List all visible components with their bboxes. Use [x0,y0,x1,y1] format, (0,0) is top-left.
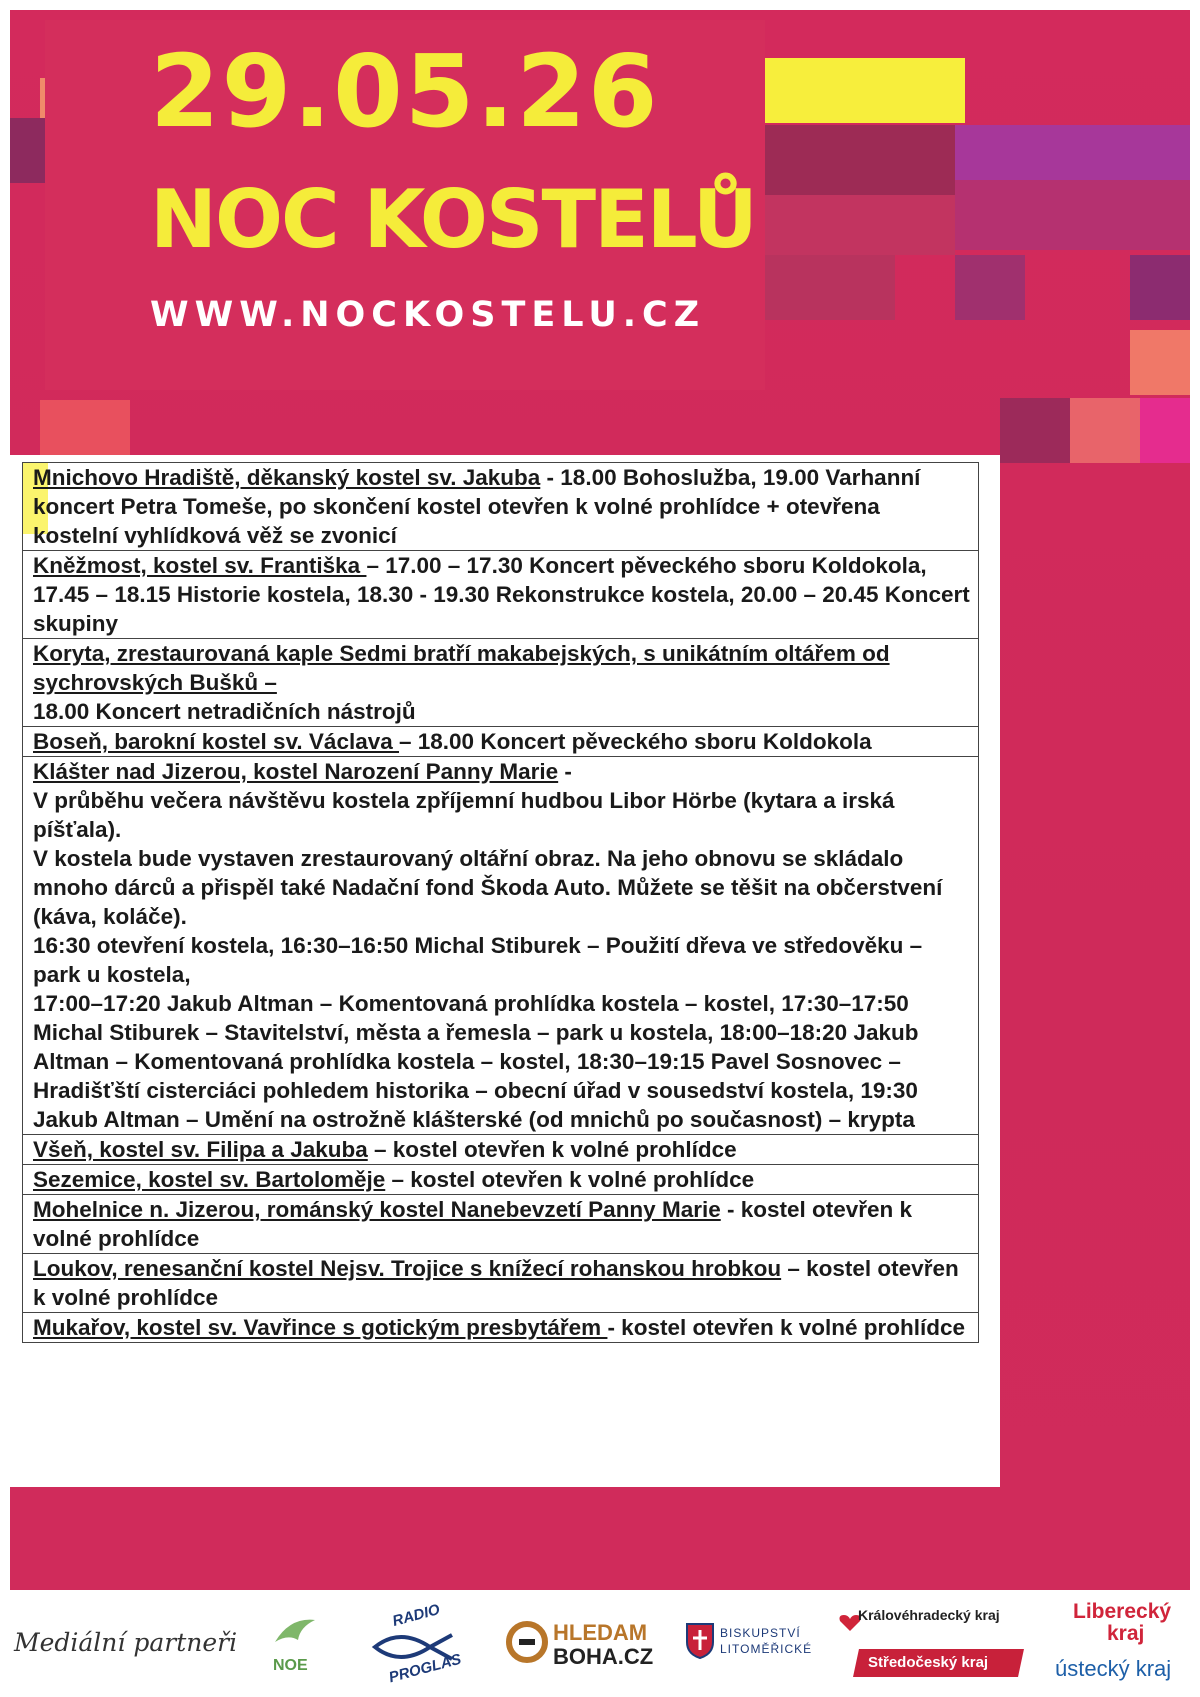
entry-place: Mnichovo Hradiště, děkanský kostel sv. Jakuba [33,465,541,490]
event-date: 29.05.26 [150,33,660,150]
entry-details: – kostel otevřen k volné prohlídce [33,1256,959,1310]
entry-details: – 18.00 Koncert pěveckého sboru Koldokola [399,729,872,754]
entry-place: Všeň, kostel sv. Filipa a Jakuba [33,1137,368,1162]
entry-details: - V průběhu večera návštěvu kostela zpříjemní hudbou Libor Hörbe (kytara a irská píšťala). V kostela bude vystaven zrestaurovaný oltářní obraz. Na jeho obnovu se skládalo mnoho dárců a přispěl také Nadační fond Škoda Auto. Můžete se těšit na občerstvení (káva, koláče). 16:30 otevření kostela, 16:30–16:50 Michal Stiburek – Použití dřeva ve středověku – park u kostela, 17:00–17:20 Jakub Altman – Komentovaná prohlídka kostela – kostel, 17:30–17:50 Michal Stiburek – Stavitelství, města a řemesla – park u kostela, 18:00–18:20 Jakub Altman – Komentovaná prohlídka kostela – kostel, 18:30–19:15 Pavel Sosnovec – Hradišťští cisterciáci pohledem historika – obecní úřad v sousedství kostela, 19:30 Jakub Altman – Umění na ostrožně klášterské (od mnichů po současnost) – krypta [33,759,943,1132]
deco-square [1070,398,1140,463]
proglas-label: PROGLAS [387,1650,464,1687]
entry-details: – kostel otevřen k volné prohlídce [385,1167,755,1192]
entry-place: Mukařov, kostel sv. Vavřince s gotickým presbytářem [33,1315,608,1340]
entry-details: - kostel otevřen k volné prohlídce [607,1315,966,1340]
deco-square [1130,330,1190,395]
stredocesky-label: Středočeský kraj [868,1654,989,1671]
program-entry [23,727,978,757]
litomerice-label: LITOMĚŘICKÉ [720,1642,813,1656]
deco-square [765,195,955,255]
radio-proglas-logo [370,1601,470,1687]
kralovehradecky-label: Královéhradecký kraj [858,1607,1000,1623]
program-entry [23,551,978,639]
partners-label: Mediální partneři [14,1628,238,1657]
deco-square [955,180,1190,250]
entry-place: Mohelnice n. Jizerou, románský kostel Nanebevzetí Panny Marie [33,1197,721,1222]
event-url[interactable]: WWW.NOCKOSTELU.CZ [150,295,706,335]
boha-label: BOHA.CZ [553,1644,654,1669]
hledam-label: HLEDAM [553,1620,648,1645]
region-logos [838,1605,1028,1685]
deco-square [765,58,965,123]
liberecky-logo [1055,1600,1195,1690]
entry-details: - 18.00 Bohoslužba, 19.00 Varhanní koncert Petra Tomeše, po skončení kostel otevřen k volné prohlídce + otevřena kostelní vyhlídková věž se zvonicí [33,465,921,548]
entry-details: – 17.00 – 17.30 Koncert pěveckého sboru Koldokola, 17.45 – 18.15 Historie kostela, 18.30 - 19.30 Rekonstrukce kostela, 20.00 – 20.45 Koncert skupiny [33,553,970,636]
program-entry [23,1135,978,1165]
entry-details: 18.00 Koncert netradičních nástrojů [33,699,416,724]
liberecky-kraj-label: kraj [1107,1622,1145,1645]
deco-square [1130,255,1190,320]
deco-square [1140,398,1190,463]
noe-logo [265,1612,325,1682]
deco-square [955,255,1025,320]
deco-square [40,400,130,455]
entry-place: Loukov, renesanční kostel Nejsv. Trojice s knížecí rohanskou hrobkou [33,1256,782,1281]
ustecky-label: ústecký kraj [1055,1656,1172,1681]
biskupstvi-logo [685,1622,815,1667]
radio-label: RADIO [390,1601,442,1630]
biskupstvi-label: BISKUPSTVÍ [720,1626,801,1640]
program-entry [23,463,978,551]
program-entry [23,1254,978,1313]
entry-place: Klášter nad Jizerou, kostel Narození Panny Marie [33,759,559,784]
program-entry [23,1195,978,1254]
program-entry [23,1313,978,1343]
event-title: NOC KOSTELŮ [150,173,756,266]
shield-icon [685,1622,715,1660]
deco-square [1000,398,1070,463]
entry-place: Boseň, barokní kostel sv. Václava [33,729,399,754]
program-list [22,462,979,1343]
program-entry [23,757,978,1135]
deco-square [765,255,895,320]
entry-details: – kostel otevřen k volné prohlídce [367,1137,737,1162]
deco-square [765,125,955,195]
program-entry [23,639,978,727]
entry-place: Koryta, zrestaurovaná kaple Sedmi bratří makabejských, s unikátním oltářem od sychrovských Bušků – [33,641,890,695]
dove-icon [270,1612,320,1652]
noe-label: NOE [273,1657,308,1674]
entry-place: Kněžmost, kostel sv. Františka [33,553,367,578]
entry-place: Sezemice, kostel sv. Bartoloměje [33,1167,386,1192]
hledam-icon [505,1620,549,1664]
hledam-boha-logo [505,1620,665,1670]
deco-square [955,125,1190,180]
entry-details: - kostel otevřen k volné prohlídce [33,1197,913,1251]
liberecky-label: Liberecký [1073,1600,1172,1623]
program-entry [23,1165,978,1195]
